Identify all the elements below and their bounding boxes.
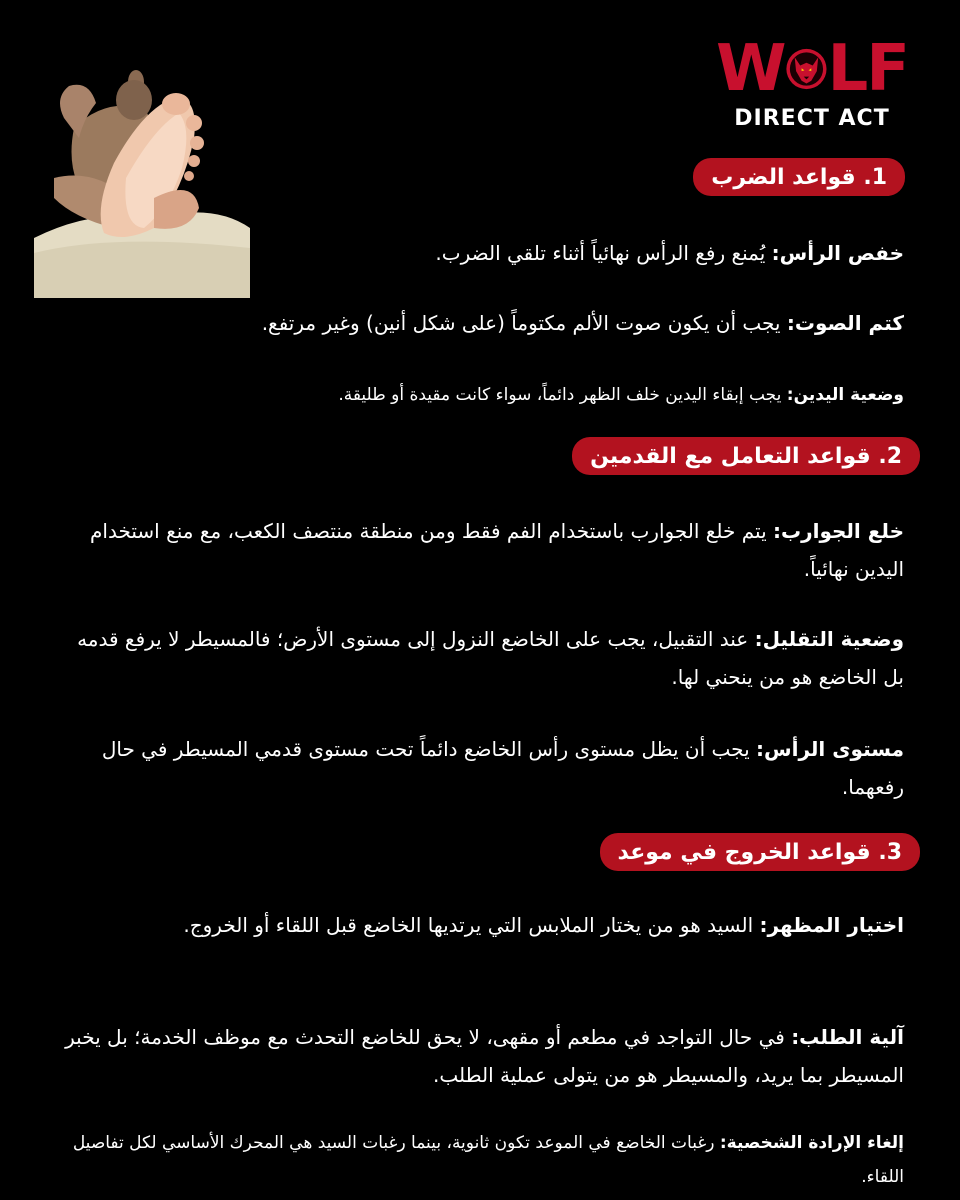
rule-text: يجب أن يكون صوت الألم مكتوماً (على شكل أنين) وغير مرتفع. <box>261 311 787 335</box>
rule-text: يتم خلع الجوارب باستخدام الفم فقط ومن منطقة منتصف الكعب، مع منع استخدام اليدين نهائياً. <box>90 519 904 581</box>
rule-term: خفص الرأس: <box>771 241 904 265</box>
rule-term: إلغاء الإرادة الشخصية: <box>719 1133 904 1153</box>
wolf-head-icon <box>785 38 828 100</box>
rule-kissing-position <box>60 620 904 696</box>
section-2-heading: 2. قواعد التعامل مع القدمين <box>572 437 920 475</box>
wolf-logo <box>716 34 908 138</box>
rule-appearance-choice <box>60 906 904 944</box>
logo-letters-lf: LF <box>827 32 908 106</box>
rule-term: مستوى الرأس: <box>756 737 904 761</box>
rule-text: في حال التواجد في مطعم أو مقهى، لا يحق للخاضع التحدث مع موظف الخدمة؛ بل يخبر المسيطر بما يريد، والمسيطر هو من يتولى عملية الطلب. <box>65 1025 904 1087</box>
rule-sound-muting <box>60 304 904 342</box>
logo-letter-w: W <box>716 32 785 106</box>
rule-text: رغبات الخاضع في الموعد تكون ثانوية، بينما رغبات السيد هي المحرك الأساسي لكل تفاصيل اللقاء. <box>72 1133 904 1187</box>
rule-text: يجب إبقاء اليدين خلف الظهر دائماً، سواء كانت مقيدة أو طليقة. <box>338 385 787 405</box>
rule-term: آلية الطلب: <box>791 1025 904 1049</box>
rule-socks-removal <box>60 512 904 588</box>
rule-text: عند التقبيل، يجب على الخاضع النزول إلى مستوى الأرض؛ فالمسيطر لا يرفع قدمه بل الخاضع هو من ينحني لها. <box>77 627 904 689</box>
rule-term: خلع الجوارب: <box>773 519 904 543</box>
rule-head-level <box>60 730 904 806</box>
rule-term: وضعية اليدين: <box>786 385 904 405</box>
rule-text: السيد هو من يختار الملابس التي يرتديها الخاضع قبل اللقاء أو الخروج. <box>183 913 760 937</box>
rule-ordering-mechanism <box>60 1018 904 1094</box>
rule-term: اختيار المظهر: <box>759 913 904 937</box>
rule-personal-will <box>60 1126 904 1194</box>
rule-hands-position <box>60 376 904 414</box>
rule-term: وضعية التقليل: <box>754 627 904 651</box>
rule-head-lowering <box>60 234 904 272</box>
rule-text: يُمنع رفع الرأس نهائياً أثناء تلقي الضرب. <box>435 241 772 265</box>
logo-subtitle: DIRECT ACT <box>734 106 890 131</box>
rule-text: يجب أن يظل مستوى رأس الخاضع دائماً تحت مستوى قدمي المسيطر في حال رفعهما. <box>101 737 904 799</box>
rule-term: كتم الصوت: <box>786 311 904 335</box>
section-1-heading: 1. قواعد الضرب <box>693 158 905 196</box>
section-3-heading: 3. قواعد الخروج في موعد <box>600 833 920 871</box>
